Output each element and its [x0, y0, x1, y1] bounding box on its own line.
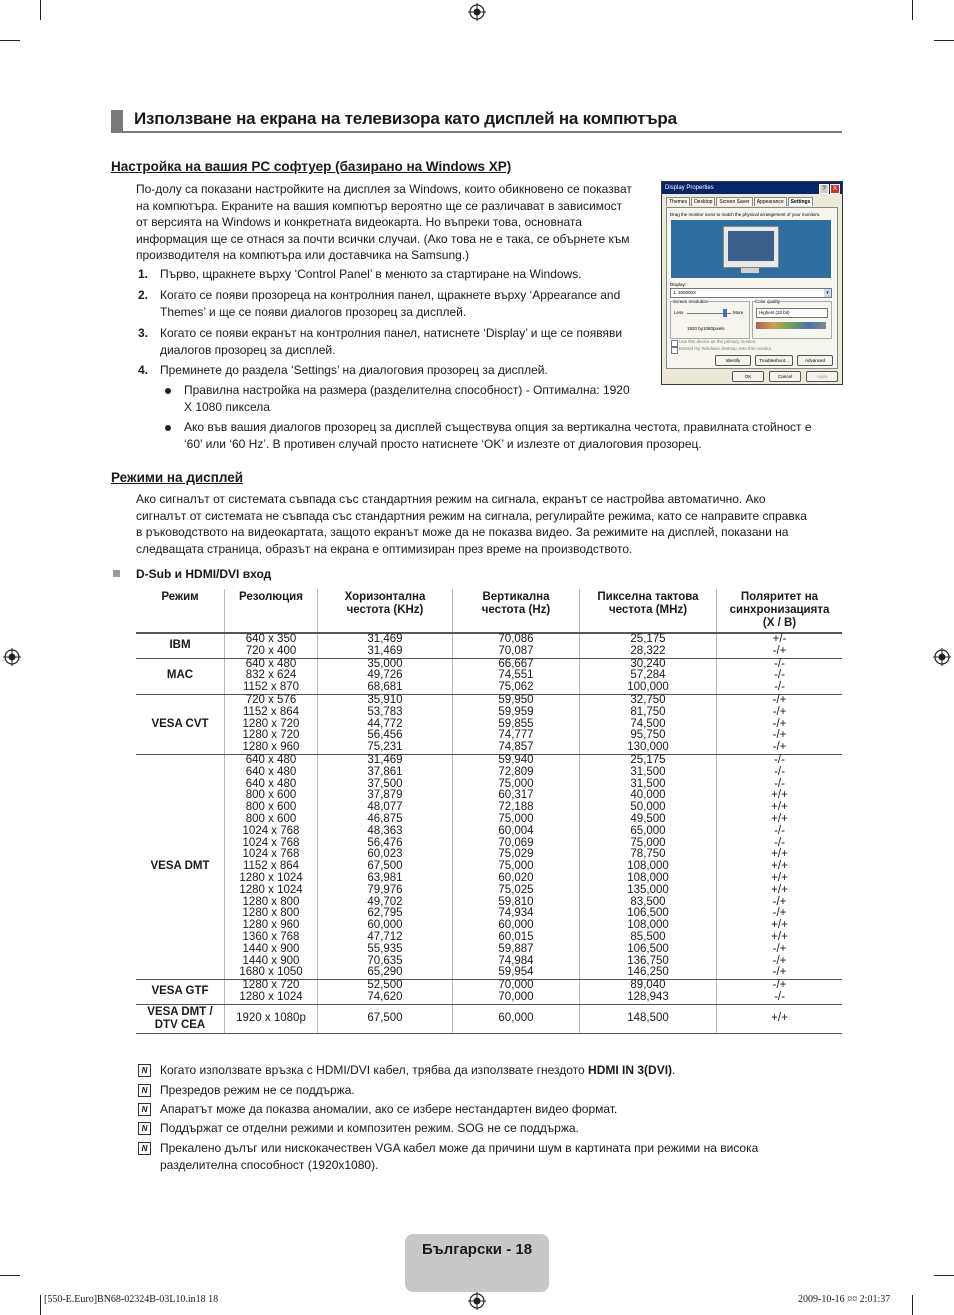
cell-value: 720 x 400	[245, 644, 297, 657]
cell-value: 37,861	[367, 765, 403, 778]
cell-value: 47,712	[367, 930, 403, 943]
settings-panel: Drag the monitor icons to match the physical arrangement of your monitors. Display: 1. 300000X ▾ Screen resolution Less More 1920 by1080pixels Color quality Highest (32 bit) Use this device as the primary monitor. Extend my Windows desktop onto this monitor. Identify Troubleshoot... Advanced	[666, 207, 838, 369]
slider-handle[interactable]	[723, 309, 727, 317]
cell-value: -/-	[774, 824, 785, 837]
cell-value: 1280 x 720	[242, 717, 300, 730]
value-cell	[580, 694, 717, 754]
note-text: Когато използвате връзка с HDMI/DVI кабел, трябва да използвате гнездото HDMI IN 3(DVI).	[160, 1063, 676, 1077]
cell-value: -/-	[774, 777, 785, 790]
cell-value: 48,363	[367, 824, 403, 837]
cell-value: 44,772	[367, 717, 403, 730]
note-text: Прекалено дълъг или нискокачествен VGA кабел може да причини шум в картината при режими на висока разделителна способност (1920x1080).	[160, 1141, 759, 1172]
table-row	[136, 633, 842, 658]
cell-value: 640 x 480	[245, 753, 297, 766]
page-number: Български - 18	[421, 1241, 533, 1258]
mode-cell: VESA DMT	[136, 754, 225, 979]
cell-value: 148,500	[627, 1011, 669, 1024]
value-cell	[717, 633, 843, 658]
cell-value: 56,476	[367, 836, 403, 849]
cell-value: 100,000	[627, 681, 669, 694]
cell-value: 59,940	[498, 753, 534, 766]
step-text: Първо, щракнете върху ‘Control Panel’ в менюто за стартиране на Windows.	[160, 267, 582, 281]
cell-value: 74,551	[498, 669, 534, 682]
cell-value: 74,777	[498, 729, 534, 742]
step-text: Когато се появи прозореца на контролния панел, щракнете върху ‘Appearance and Themes’ и ще се появи диалогов прозорец за дисплей.	[160, 288, 621, 319]
value-cell	[225, 633, 318, 658]
col-header: Резолюция	[225, 589, 318, 633]
cell-value: 1280 x 800	[242, 907, 300, 920]
cell-value: 56,456	[367, 729, 403, 742]
display-label: Display:	[670, 282, 687, 287]
cell-value: 95,750	[630, 729, 666, 742]
value-cell	[225, 1004, 318, 1033]
cell-value: 53,783	[367, 705, 403, 718]
cell-value: 640 x 480	[245, 777, 297, 790]
note-icon: N	[138, 1084, 151, 1097]
cell-value: -/-	[774, 765, 785, 778]
bullet-text: Правилна настройка на размера (разделителна способност) - Оптимална: 1920 X 1080 пиксела	[184, 383, 630, 414]
display-properties-dialog	[661, 181, 843, 385]
apply-button[interactable]: Apply	[806, 371, 838, 382]
cell-value: 37,879	[367, 789, 403, 802]
cell-value: 50,000	[630, 801, 666, 814]
print-slug-right: 2009-10-16 ¤¤ 2:01:37	[798, 1294, 891, 1305]
ok-button[interactable]: OK	[732, 371, 764, 382]
crop-mark	[912, 1295, 913, 1315]
section2-title: Режими на дисплей	[111, 470, 244, 485]
cell-value: 1680 x 1050	[239, 966, 303, 979]
mode-cell: VESA DMT / DTV CEA	[136, 1004, 225, 1033]
tab-themes[interactable]: Themes	[666, 197, 690, 206]
crop-mark	[40, 0, 41, 20]
cell-value: 75,231	[367, 741, 403, 754]
cell-value: 60,020	[498, 871, 534, 884]
cell-value: 1024 x 768	[242, 836, 300, 849]
cell-value: 79,976	[367, 883, 403, 896]
cell-value: 31,469	[367, 633, 403, 645]
cell-value: 60,023	[367, 848, 403, 861]
value-cell	[318, 980, 453, 1005]
cell-value: 800 x 600	[245, 812, 297, 825]
cell-value: 70,087	[498, 644, 534, 657]
title-rule	[111, 131, 842, 133]
crop-mark	[934, 1275, 954, 1276]
cell-value: 720 x 576	[245, 693, 297, 706]
cell-value: 640 x 480	[245, 765, 297, 778]
troubleshoot-button[interactable]: Troubleshoot...	[755, 355, 793, 366]
cell-value: 40,000	[630, 789, 666, 802]
cell-value: 83,500	[630, 895, 666, 908]
cell-value: -/+	[772, 966, 787, 979]
cell-value: 48,077	[367, 801, 403, 814]
cell-value: 1024 x 768	[242, 824, 300, 837]
cell-value: -/+	[772, 954, 787, 967]
cell-value: 146,250	[627, 966, 669, 979]
value-cell	[225, 980, 318, 1005]
cell-value: 1152 x 864	[242, 705, 300, 718]
cell-value: 67,500	[367, 860, 403, 873]
cell-value: 59,855	[498, 717, 534, 730]
cell-value: +/+	[771, 801, 788, 814]
cell-value: 57,284	[630, 669, 666, 682]
step-number: 1.	[138, 267, 149, 281]
value-cell	[580, 754, 717, 979]
value-cell	[717, 980, 843, 1005]
note-text: Презредов режим не се поддържа.	[160, 1083, 355, 1097]
registration-mark-icon	[3, 648, 21, 666]
value-cell	[318, 633, 453, 658]
cell-value: -/+	[772, 741, 787, 754]
cell-value: 1440 x 900	[242, 942, 300, 955]
value-cell	[453, 694, 580, 754]
cell-value: +/+	[771, 789, 788, 802]
value-cell	[318, 658, 453, 694]
cell-value: 55,935	[367, 942, 403, 955]
step-text: Преминете до раздела ‘Settings’ на диалоговия прозорец за дисплей.	[160, 363, 548, 377]
identify-button[interactable]: Identify	[715, 355, 751, 366]
cell-value: -/+	[772, 979, 787, 992]
color-bar	[756, 322, 826, 329]
cell-value: 128,943	[627, 990, 669, 1003]
cell-value: -/+	[772, 729, 787, 742]
bullet-icon	[165, 425, 171, 431]
cell-value: 70,000	[498, 979, 534, 992]
cell-value: 72,809	[498, 765, 534, 778]
cell-value: 108,000	[627, 871, 669, 884]
table-row	[136, 1004, 842, 1033]
cell-value: 1280 x 800	[242, 895, 300, 908]
cell-value: 1024 x 768	[242, 848, 300, 861]
cell-value: +/+	[771, 930, 788, 943]
crop-mark	[0, 1275, 20, 1276]
cell-value: 108,000	[627, 860, 669, 873]
mode-cell: MAC	[136, 658, 225, 694]
cell-value: 60,000	[498, 919, 534, 932]
cell-value: 49,500	[630, 812, 666, 825]
cell-value: 81,750	[630, 705, 666, 718]
cell-value: 35,000	[367, 657, 403, 670]
step-text: Когато се появи екранът на контролния панел, натиснете ‘Display’ и ще се появяви диалогов прозорец за дисплей.	[160, 326, 623, 357]
step-number: 4.	[138, 363, 149, 377]
note-icon: N	[138, 1122, 151, 1135]
value-cell	[580, 633, 717, 658]
registration-mark-icon	[468, 1292, 486, 1310]
tab-settings[interactable]: Settings	[788, 197, 814, 206]
col-header: Пикселна тактова честота (MHz)	[580, 589, 717, 633]
value-cell	[453, 980, 580, 1005]
cell-value: -/+	[772, 693, 787, 706]
cell-value: 1280 x 960	[242, 741, 300, 754]
resolution-group: Screen resolution Less More 1920 by1080pixels	[670, 301, 750, 339]
cell-value: +/+	[771, 860, 788, 873]
table-row	[136, 754, 842, 979]
note-icon: N	[138, 1103, 151, 1116]
value-cell	[717, 1004, 843, 1033]
note-text: Поддържат се отделни режими и композитен режим. SOG не се поддържа.	[160, 1121, 579, 1135]
col-header: Вертикална честота (Hz)	[453, 589, 580, 633]
value-cell	[717, 658, 843, 694]
color-group: Color quality Highest (32 bit)	[752, 301, 832, 339]
cell-value: 60,004	[498, 824, 534, 837]
advanced-button[interactable]: Advanced	[797, 355, 833, 366]
cell-value: 75,029	[498, 848, 534, 861]
monitor-area[interactable]	[671, 220, 831, 278]
table-header-row	[136, 589, 842, 633]
section-marker	[111, 110, 123, 131]
value-cell	[717, 754, 843, 979]
cell-value: 25,175	[630, 753, 666, 766]
section1-title: Настройка на вашия PC софтуер (базирано на Windows XP)	[111, 159, 512, 174]
col-header: Поляритет на синхронизацията (Х / В)	[717, 589, 843, 633]
cell-value: -/-	[774, 836, 785, 849]
cell-value: 25,175	[630, 633, 666, 645]
tab-screen-saver[interactable]: Screen Saver	[716, 197, 752, 206]
col-header: Режим	[136, 589, 225, 633]
crop-mark	[40, 1295, 41, 1315]
col-header: Хоризонтална честота (KHz)	[318, 589, 453, 633]
cell-value: 1440 x 900	[242, 954, 300, 967]
cell-value: -/-	[774, 753, 785, 766]
cell-value: 59,810	[498, 895, 534, 908]
cell-value: 75,000	[498, 860, 534, 873]
square-bullet-icon	[113, 570, 120, 577]
value-cell	[717, 694, 843, 754]
cell-value: 65,000	[630, 824, 666, 837]
color-select[interactable]: Highest (32 bit)	[756, 308, 828, 318]
cell-value: 72,188	[498, 801, 534, 814]
cell-value: +/+	[771, 812, 788, 825]
table-row	[136, 658, 842, 694]
cell-value: 640 x 480	[245, 657, 297, 670]
cell-value: 70,000	[498, 990, 534, 1003]
chevron-down-icon: ▾	[824, 289, 831, 297]
cell-value: 1280 x 720	[242, 979, 300, 992]
cell-value: 74,934	[498, 907, 534, 920]
cell-value: 1920 x 1080p	[236, 1011, 306, 1024]
value-cell	[318, 694, 453, 754]
value-cell	[453, 658, 580, 694]
cell-value: 52,500	[367, 979, 403, 992]
page-title: Използване на екрана на телевизора като дисплей на компютъра	[134, 109, 677, 128]
cell-value: +/+	[771, 1011, 788, 1024]
cell-value: 75,000	[498, 777, 534, 790]
cell-value: -/-	[774, 669, 785, 682]
cell-value: 832 x 624	[245, 669, 297, 682]
cell-value: -/+	[772, 942, 787, 955]
value-cell	[580, 658, 717, 694]
cell-value: 1280 x 720	[242, 729, 300, 742]
extend-desktop-checkbox[interactable]	[671, 347, 678, 354]
display-select[interactable]: 1. 300000X ▾	[670, 288, 832, 298]
cell-value: 60,015	[498, 930, 534, 943]
cell-value: 74,500	[630, 717, 666, 730]
cell-value: 1280 x 960	[242, 919, 300, 932]
cell-value: 75,025	[498, 883, 534, 896]
cell-value: 1280 x 1024	[239, 883, 303, 896]
cell-value: -/-	[774, 681, 785, 694]
cell-value: -/+	[772, 705, 787, 718]
table-subheading: D-Sub и HDMI/DVI вход	[136, 567, 272, 581]
cell-value: +/+	[771, 883, 788, 896]
cell-value: 70,635	[367, 954, 403, 967]
cancel-button[interactable]: Cancel	[769, 371, 801, 382]
cell-value: 67,500	[367, 1011, 403, 1024]
monitor-icon	[723, 226, 779, 268]
cell-value: 49,726	[367, 669, 403, 682]
value-cell	[318, 754, 453, 979]
cell-value: -/+	[772, 907, 787, 920]
cell-value: 60,000	[367, 919, 403, 932]
cell-value: 31,469	[367, 644, 403, 657]
cell-value: 1280 x 1024	[239, 871, 303, 884]
cell-value: +/+	[771, 919, 788, 932]
value-cell	[453, 754, 580, 979]
value-cell	[580, 980, 717, 1005]
value-cell	[453, 1004, 580, 1033]
cell-value: 59,950	[498, 693, 534, 706]
cell-value: 800 x 600	[245, 801, 297, 814]
cell-value: 106,500	[627, 942, 669, 955]
table-row	[136, 980, 842, 1005]
cell-value: 108,000	[627, 919, 669, 932]
tab-appearance[interactable]: Appearance	[754, 197, 787, 206]
cell-value: 70,069	[498, 836, 534, 849]
value-cell	[580, 1004, 717, 1033]
cell-value: 59,959	[498, 705, 534, 718]
cell-value: 49,702	[367, 895, 403, 908]
cell-value: 136,750	[627, 954, 669, 967]
cell-value: +/-	[772, 633, 787, 645]
cell-value: 85,500	[630, 930, 666, 943]
print-slug-left: [550-E.Euro]BN68-02324B-03L10.in18 18	[44, 1294, 219, 1305]
cell-value: -/-	[774, 990, 785, 1003]
dialog-titlebar	[662, 182, 842, 194]
value-cell	[225, 694, 318, 754]
cell-value: -/-	[774, 657, 785, 670]
cell-value: 65,290	[367, 966, 403, 979]
note-text: Апаратът може да показва аномалии, ако се избере нестандартен видео формат.	[160, 1102, 618, 1116]
value-cell	[225, 658, 318, 694]
primary-monitor-checkbox[interactable]	[671, 340, 678, 347]
cell-value: 31,500	[630, 765, 666, 778]
cell-value: 37,500	[367, 777, 403, 790]
value-cell	[225, 754, 318, 979]
bullet-text: Ако във вашия диалогов прозорец за дисплей съществува опция за вертикална честота, правилната стойност е ‘60’ или ‘60 Hz’. В противен случай просто натиснете ‘OK’ и излезте от диалоговия прозорец.	[184, 420, 812, 451]
cell-value: 75,000	[498, 812, 534, 825]
value-cell	[318, 1004, 453, 1033]
cell-value: 66,667	[498, 657, 534, 670]
cell-value: 35,910	[367, 693, 403, 706]
step-number: 3.	[138, 326, 149, 340]
crop-mark	[934, 40, 954, 41]
cell-value: 46,875	[367, 812, 403, 825]
cell-value: 89,040	[630, 979, 666, 992]
step-number: 2.	[138, 288, 149, 302]
registration-mark-icon	[933, 648, 951, 666]
cell-value: +/+	[771, 871, 788, 884]
dialog-title: Display Properties	[665, 185, 714, 191]
cell-value: 640 x 350	[245, 633, 297, 645]
cell-value: 60,000	[498, 1011, 534, 1024]
display-modes-table	[136, 589, 842, 1034]
cell-value: 59,954	[498, 966, 534, 979]
cell-value: 74,857	[498, 741, 534, 754]
cell-value: -/+	[772, 644, 787, 657]
cell-value: 75,062	[498, 681, 534, 694]
cell-value: 62,795	[367, 907, 403, 920]
table-row	[136, 694, 842, 754]
value-cell	[453, 633, 580, 658]
mode-cell: IBM	[136, 633, 225, 658]
cell-value: 31,469	[367, 753, 403, 766]
note-icon: N	[138, 1064, 151, 1077]
cell-value: 32,750	[630, 693, 666, 706]
section1-intro: По-долу са показани настройките на дисплея за Windows, които обикновено се показват на компютъра. Екраните на вашия компютър вероятно ще се различават в зависимост от версията на Windows и конкретната видеокарта. Но въпреки това, основната информация ще се отнася за почти всички случаи. (Ако това не е така, се обърнете към производителя на компютъра или доставчика на Samsung.)	[136, 182, 632, 262]
cell-value: -/+	[772, 717, 787, 730]
cell-value: 135,000	[627, 883, 669, 896]
registration-mark-icon	[468, 3, 486, 21]
close-button[interactable]: X	[830, 184, 840, 194]
section2-intro: Ако сигналът от системата съвпада със стандартния режим на сигнала, екранът се настройва автоматично. Ако сигналът от системата не съвпада със стандартния режим на сигнала, регулирайте режима, като се направите справка в ръководството на видеокартата, защото екранът може да не показва видео. За режимите на дисплей, показани на следващата страница, образът на екрана е оптимизиран през време на производството.	[136, 492, 807, 556]
cell-value: 74,984	[498, 954, 534, 967]
cell-value: 75,000	[630, 836, 666, 849]
help-button[interactable]: ?	[819, 184, 829, 194]
cell-value: 63,981	[367, 871, 403, 884]
cell-value: 78,750	[630, 848, 666, 861]
cell-value: 70,086	[498, 633, 534, 645]
cell-value: 68,681	[367, 681, 403, 694]
cell-value: 130,000	[627, 741, 669, 754]
cell-value: -/+	[772, 895, 787, 908]
mode-cell: VESA GTF	[136, 980, 225, 1005]
cell-value: 1280 x 1024	[239, 990, 303, 1003]
drag-hint: Drag the monitor icons to match the physical arrangement of your monitors.	[670, 212, 821, 217]
cell-value: 60,317	[498, 789, 534, 802]
cell-value: 28,322	[630, 644, 666, 657]
mode-cell: VESA CVT	[136, 694, 225, 754]
cell-value: 1152 x 864	[242, 860, 300, 873]
cell-value: 74,620	[367, 990, 403, 1003]
cell-value: 1360 x 768	[242, 930, 300, 943]
note-icon: N	[138, 1142, 151, 1155]
bullet-icon	[165, 388, 171, 394]
tab-desktop[interactable]: Desktop	[691, 197, 715, 206]
cell-value: 1152 x 870	[242, 681, 300, 694]
crop-mark	[0, 40, 20, 41]
cell-value: 106,500	[627, 907, 669, 920]
dialog-tabs	[666, 197, 814, 206]
crop-mark	[912, 0, 913, 20]
cell-value: 30,240	[630, 657, 666, 670]
cell-value: 31,500	[630, 777, 666, 790]
cell-value: 59,887	[498, 942, 534, 955]
cell-value: +/+	[771, 848, 788, 861]
cell-value: 800 x 600	[245, 789, 297, 802]
